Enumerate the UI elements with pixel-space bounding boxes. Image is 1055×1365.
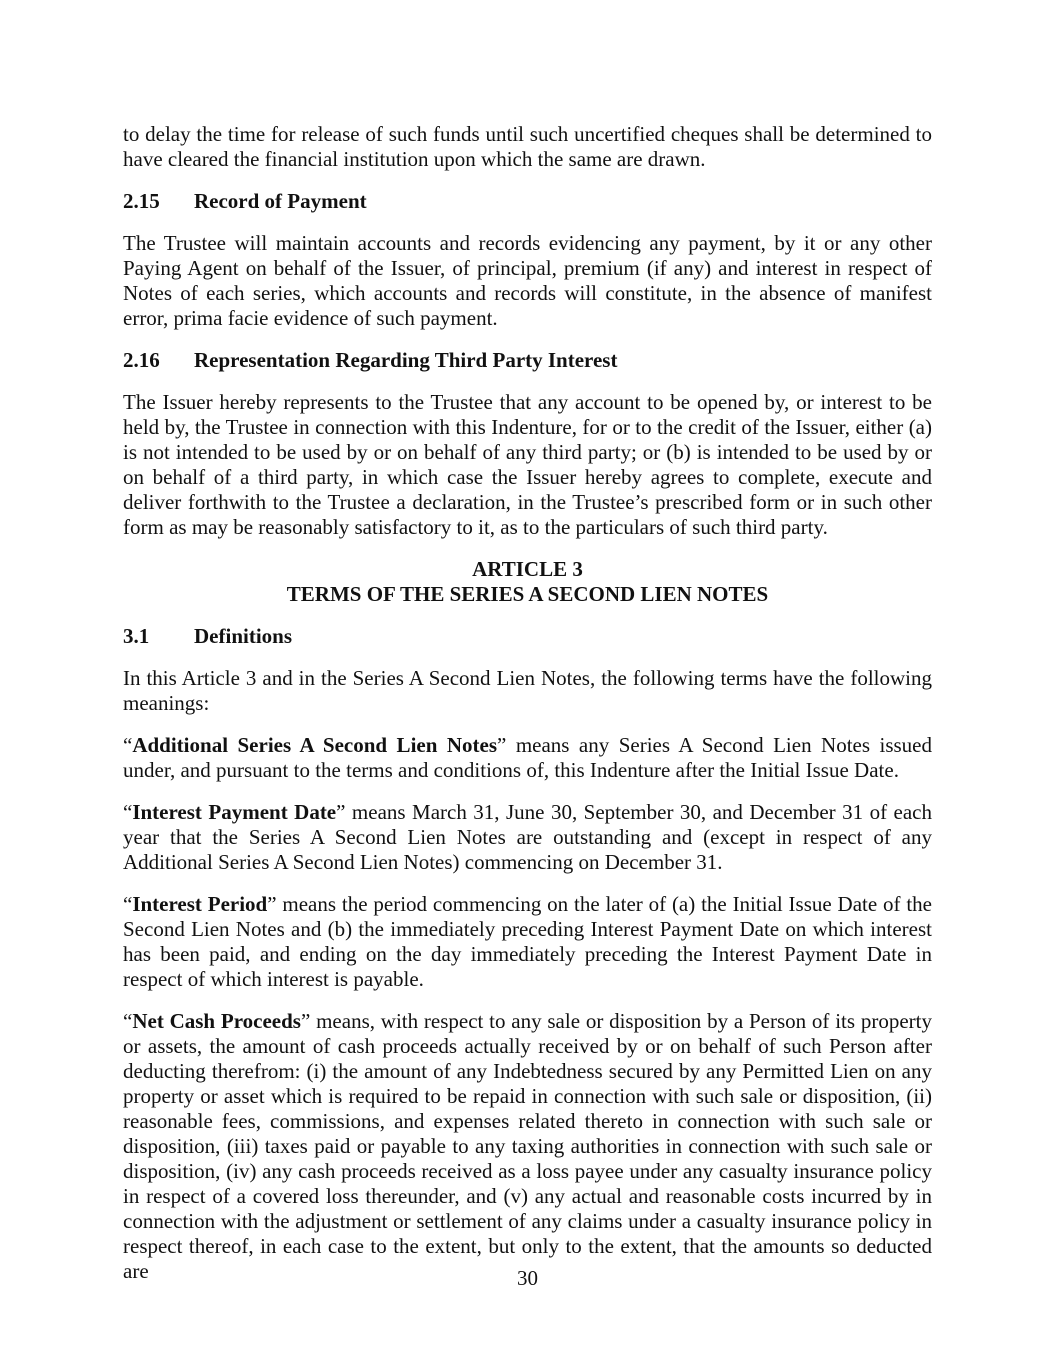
definition-text: ” means the period commencing on the later of (a) the Initial Issue Date of the Second Lien Notes and (b) the immediately preceding Interest Payment Date on which interest has been paid, and ending on the day immediately preceding the Interest Payment Date in respect of which interest is payable. [123, 892, 932, 991]
section-2-15-body: The Trustee will maintain accounts and records evidencing any payment, by it or any other Paying Agent on behalf of the Issuer, of principal, premium (if any) and interest in respect of Notes of each series, which accounts and records will constitute, in the absence of manifest error, prima facie evidence of such payment. [123, 231, 932, 330]
definition-net-cash-proceeds [123, 1009, 932, 1284]
section-2-16-title: Representation Regarding Third Party Interest [194, 348, 618, 372]
definition-text: ” means any Series A Second Lien Notes issued under, and pursuant to the terms and conditions of, this Indenture after the Initial Issue Date. [123, 733, 932, 782]
defined-term: Net Cash Proceeds [132, 1009, 301, 1033]
section-2-15-heading [123, 189, 932, 214]
section-3-1-heading [123, 624, 932, 649]
article-3-heading-line2: TERMS OF THE SERIES A SECOND LIEN NOTES [286, 582, 769, 606]
definition-additional-series-a-second-lien-notes [123, 733, 932, 783]
document-body [123, 122, 932, 1301]
section-3-1-title: Definitions [194, 624, 293, 648]
section-2-16-number: 2.16 [123, 348, 160, 372]
article-3-heading-line1: ARTICLE 3 [472, 557, 583, 581]
defined-term: Interest Period [132, 892, 268, 916]
page-number: 30 [517, 1266, 538, 1290]
definition-interest-period [123, 892, 932, 992]
definition-interest-payment-date [123, 800, 932, 875]
open-quote: “ [123, 892, 133, 916]
section-2-15-title: Record of Payment [194, 189, 367, 213]
defined-term: Additional Series A Second Lien Notes [132, 733, 498, 757]
definition-text: ” means March 31, June 30, September 30, and December 31 of each year that the Series A Second Lien Notes are outstanding and (except in respect of any Additional Series A Second Lien Notes) commencing on December 31. [123, 800, 932, 874]
article-3-heading [123, 557, 932, 607]
open-quote: “ [123, 733, 133, 757]
defined-term: Interest Payment Date [132, 800, 337, 824]
section-3-1-body: In this Article 3 and in the Series A Second Lien Notes, the following terms have the following meanings: [123, 666, 932, 715]
section-2-15-number: 2.15 [123, 189, 160, 213]
open-quote: “ [123, 800, 133, 824]
continuation-paragraph: to delay the time for release of such funds until such uncertified cheques shall be determined to have cleared the financial institution upon which the same are drawn. [123, 122, 932, 171]
section-3-1-number: 3.1 [123, 624, 150, 648]
definition-text: ” means, with respect to any sale or disposition by a Person of its property or assets, the amount of cash proceeds actually received by or on behalf of such Person after deducting therefrom: (i) the amount of any Indebtedness secured by any Permitted Lien on any property or asset which is required to be repaid in connection with such sale or disposition, (ii) reasonable fees, commissions, and expenses related thereto in connection with such sale or disposition, (iii) taxes paid or payable to any taxing authorities in connection with such sale or disposition, (iv) any cash proceeds received as a loss payee under any casualty insurance policy in respect of a covered loss thereunder, and (v) any actual and reasonable costs incurred by in connection with the adjustment or settlement of any claims under a casualty insurance policy in respect thereof, in each case to the extent, but only to the extent, that the amounts so deducted are [123, 1009, 932, 1283]
section-2-16-heading [123, 348, 932, 373]
open-quote: “ [123, 1009, 133, 1033]
section-2-16-body: The Issuer hereby represents to the Trustee that any account to be opened by, or interest to be held by, the Trustee in connection with this Indenture, for or to the credit of the Issuer, either (a) is not intended to be used by or on behalf of any third party; or (b) is intended to be used by or on behalf of a third party, in which case the Issuer hereby agrees to complete, execute and deliver forthwith to the Trustee a declaration, in the Trustee’s prescribed form or in such other form as may be reasonably satisfactory to it, as to the particulars of such third party. [123, 390, 932, 539]
